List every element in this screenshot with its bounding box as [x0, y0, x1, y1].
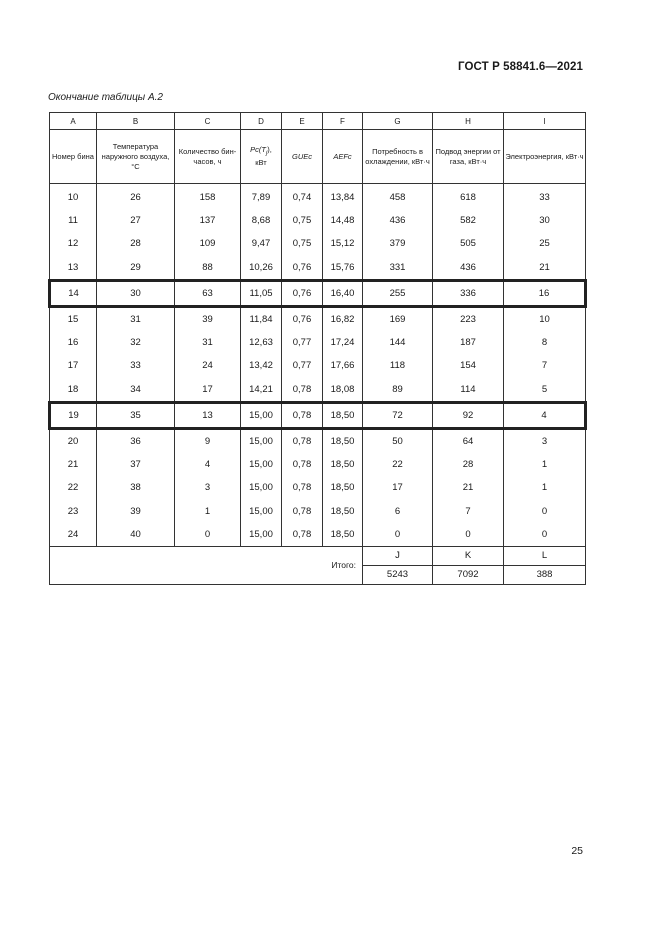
table-cell: 379 [363, 232, 433, 255]
table-cell: 50 [363, 428, 433, 453]
table-row [50, 209, 586, 232]
table-cell: 11,84 [241, 306, 282, 331]
table-cell: 18,50 [323, 499, 363, 522]
table-cell: 118 [363, 354, 433, 377]
table-cell: 17 [363, 476, 433, 499]
table-cell: 21 [433, 476, 504, 499]
table-cell: 18 [50, 378, 97, 403]
table-cell: 24 [175, 354, 241, 377]
table-cell: 63 [175, 280, 241, 306]
table-cell: 15,00 [241, 476, 282, 499]
table-cell: 15,00 [241, 499, 282, 522]
table-cell: 88 [175, 256, 241, 281]
column-letter: A [50, 113, 97, 130]
table-row [50, 476, 586, 499]
table-cell: 14 [50, 280, 97, 306]
header-pc-tj-post: ), [267, 144, 272, 154]
table-row [50, 453, 586, 476]
table-cell: 31 [175, 331, 241, 354]
header-bin-hours: Количество бин-часов, ч [175, 130, 241, 184]
table-cell: 33 [97, 354, 175, 377]
table-cell: 34 [97, 378, 175, 403]
page-number: 25 [571, 845, 583, 857]
table-cell: 1 [504, 453, 586, 476]
table-cell: 14,21 [241, 378, 282, 403]
table-cell: 23 [50, 499, 97, 522]
table-cell: 15,00 [241, 428, 282, 453]
table-cell: 30 [97, 280, 175, 306]
table-cell: 255 [363, 280, 433, 306]
table-row [50, 499, 586, 522]
table-cell: 436 [433, 256, 504, 281]
table-cell: 436 [363, 209, 433, 232]
table-cell: 29 [97, 256, 175, 281]
table-cell: 21 [504, 256, 586, 281]
table-cell: 1 [175, 499, 241, 522]
table-cell: 0,75 [282, 232, 323, 255]
table-cell: 0,77 [282, 331, 323, 354]
header-gue: GUEc [282, 130, 323, 184]
table-cell: 0,78 [282, 402, 323, 428]
table-row [50, 280, 586, 306]
table-row [50, 331, 586, 354]
header-pc-tj-pre: Pc(T [250, 144, 266, 154]
table-cell: 169 [363, 306, 433, 331]
header-pc-tj-sub: j [265, 150, 268, 157]
table-cell: 18,50 [323, 402, 363, 428]
table-cell: 72 [363, 402, 433, 428]
table-cell: 38 [97, 476, 175, 499]
table-cell: 35 [97, 402, 175, 428]
table-cell: 114 [433, 378, 504, 403]
table-cell: 9,47 [241, 232, 282, 255]
table-cell: 0,78 [282, 378, 323, 403]
table-cell: 18,50 [323, 476, 363, 499]
table-cell: 5 [504, 378, 586, 403]
table-cell: 39 [97, 499, 175, 522]
totals-letter: K [433, 546, 504, 565]
table-row [50, 184, 586, 210]
table-cell: 28 [97, 232, 175, 255]
table-cell: 16 [504, 280, 586, 306]
table-cell: 0 [175, 523, 241, 547]
table-cell: 24 [50, 523, 97, 547]
table-cell: 16,82 [323, 306, 363, 331]
table-cell: 16,40 [323, 280, 363, 306]
table-cell: 109 [175, 232, 241, 255]
table-cell: 0 [504, 523, 586, 547]
table-cell: 14,48 [323, 209, 363, 232]
table-cell: 0,74 [282, 184, 323, 210]
table-cell: 0,76 [282, 256, 323, 281]
table-cell: 0,75 [282, 209, 323, 232]
table-cell: 17 [50, 354, 97, 377]
table-cell: 0,78 [282, 453, 323, 476]
table-cell: 12 [50, 232, 97, 255]
table-cell: 4 [504, 402, 586, 428]
table-cell: 4 [175, 453, 241, 476]
column-letter: F [323, 113, 363, 130]
header-gas-energy: Подвод энергии от газа, кВт·ч [433, 130, 504, 184]
header-electricity: Электроэнергия, кВт·ч [504, 130, 586, 184]
table-cell: 7 [504, 354, 586, 377]
table-row [50, 354, 586, 377]
table-cell: 223 [433, 306, 504, 331]
table-cell: 3 [175, 476, 241, 499]
table-cell: 18,50 [323, 428, 363, 453]
totals-value: 7092 [433, 565, 504, 584]
table-cell: 17,66 [323, 354, 363, 377]
table-row [50, 232, 586, 255]
table-cell: 15 [50, 306, 97, 331]
table-row [50, 378, 586, 403]
table-cell: 11 [50, 209, 97, 232]
header-pc-tj-unit: кВт [255, 158, 267, 168]
table-cell: 18,08 [323, 378, 363, 403]
table-cell: 37 [97, 453, 175, 476]
column-letter: C [175, 113, 241, 130]
table-cell: 13 [175, 402, 241, 428]
table-cell: 8 [504, 331, 586, 354]
table-cell: 505 [433, 232, 504, 255]
table-cell: 21 [50, 453, 97, 476]
table-cell: 144 [363, 331, 433, 354]
table-caption: Окончание таблицы А.2 [48, 92, 163, 103]
table-cell: 22 [363, 453, 433, 476]
table-cell: 137 [175, 209, 241, 232]
table-cell: 458 [363, 184, 433, 210]
table-cell: 13,84 [323, 184, 363, 210]
table-cell: 187 [433, 331, 504, 354]
table-cell: 36 [97, 428, 175, 453]
table-row [50, 428, 586, 453]
table-cell: 40 [97, 523, 175, 547]
data-table [48, 112, 587, 585]
table-cell: 25 [504, 232, 586, 255]
totals-letters-row [50, 546, 586, 565]
table-row [50, 306, 586, 331]
column-letter: I [504, 113, 586, 130]
table-cell: 26 [97, 184, 175, 210]
table-cell: 28 [433, 453, 504, 476]
table-cell: 15,12 [323, 232, 363, 255]
table-cell: 20 [50, 428, 97, 453]
table-cell: 336 [433, 280, 504, 306]
table-cell: 3 [504, 428, 586, 453]
table-cell: 15,00 [241, 453, 282, 476]
table-cell: 17 [175, 378, 241, 403]
table-cell: 0,76 [282, 280, 323, 306]
table-cell: 12,63 [241, 331, 282, 354]
table-cell: 15,00 [241, 402, 282, 428]
table-cell: 10 [504, 306, 586, 331]
column-letter: B [97, 113, 175, 130]
table-row [50, 402, 586, 428]
header-bin-number: Номер бина [50, 130, 97, 184]
table-cell: 32 [97, 331, 175, 354]
table-cell: 7,89 [241, 184, 282, 210]
table-cell: 0,78 [282, 523, 323, 547]
table-cell: 92 [433, 402, 504, 428]
table-row [50, 256, 586, 281]
table-cell: 64 [433, 428, 504, 453]
table-cell: 0 [363, 523, 433, 547]
table-cell: 39 [175, 306, 241, 331]
table-cell: 331 [363, 256, 433, 281]
totals-letter: J [363, 546, 433, 565]
table-cell: 0,78 [282, 428, 323, 453]
table-cell: 0,77 [282, 354, 323, 377]
table-cell: 1 [504, 476, 586, 499]
table-cell: 6 [363, 499, 433, 522]
table-cell: 18,50 [323, 453, 363, 476]
table-cell: 0,78 [282, 476, 323, 499]
table-cell: 18,50 [323, 523, 363, 547]
table-cell: 7 [433, 499, 504, 522]
header-pc-tj [241, 130, 282, 184]
totals-letter: L [504, 546, 586, 565]
totals-label: Итого: [50, 546, 363, 584]
table-cell: 17,24 [323, 331, 363, 354]
table-cell: 10 [50, 184, 97, 210]
column-letter: E [282, 113, 323, 130]
table-cell: 13 [50, 256, 97, 281]
table-cell: 9 [175, 428, 241, 453]
table-cell: 582 [433, 209, 504, 232]
table-cell: 0 [433, 523, 504, 547]
table-cell: 13,42 [241, 354, 282, 377]
table-cell: 19 [50, 402, 97, 428]
table-cell: 31 [97, 306, 175, 331]
table-cell: 154 [433, 354, 504, 377]
table-row [50, 523, 586, 547]
table-cell: 10,26 [241, 256, 282, 281]
table-cell: 0,76 [282, 306, 323, 331]
table-cell: 30 [504, 209, 586, 232]
column-letters-row [50, 113, 586, 130]
column-letter: G [363, 113, 433, 130]
table-cell: 0 [504, 499, 586, 522]
totals-value: 388 [504, 565, 586, 584]
document-code: ГОСТ Р 58841.6—2021 [458, 61, 583, 73]
table-cell: 618 [433, 184, 504, 210]
column-letter: H [433, 113, 504, 130]
header-outdoor-temperature: Температура наружного воздуха, °С [97, 130, 175, 184]
table-cell: 27 [97, 209, 175, 232]
totals-value: 5243 [363, 565, 433, 584]
table-cell: 8,68 [241, 209, 282, 232]
table-cell: 0,78 [282, 499, 323, 522]
table-cell: 11,05 [241, 280, 282, 306]
table-cell: 33 [504, 184, 586, 210]
table-cell: 89 [363, 378, 433, 403]
column-letter: D [241, 113, 282, 130]
header-cooling-demand: Потребность в охлаждении, кВт·ч [363, 130, 433, 184]
column-header-row [50, 130, 586, 184]
table-cell: 16 [50, 331, 97, 354]
table-cell: 15,76 [323, 256, 363, 281]
header-aef: AEFc [323, 130, 363, 184]
table-cell: 22 [50, 476, 97, 499]
table-cell: 158 [175, 184, 241, 210]
table-cell: 15,00 [241, 523, 282, 547]
